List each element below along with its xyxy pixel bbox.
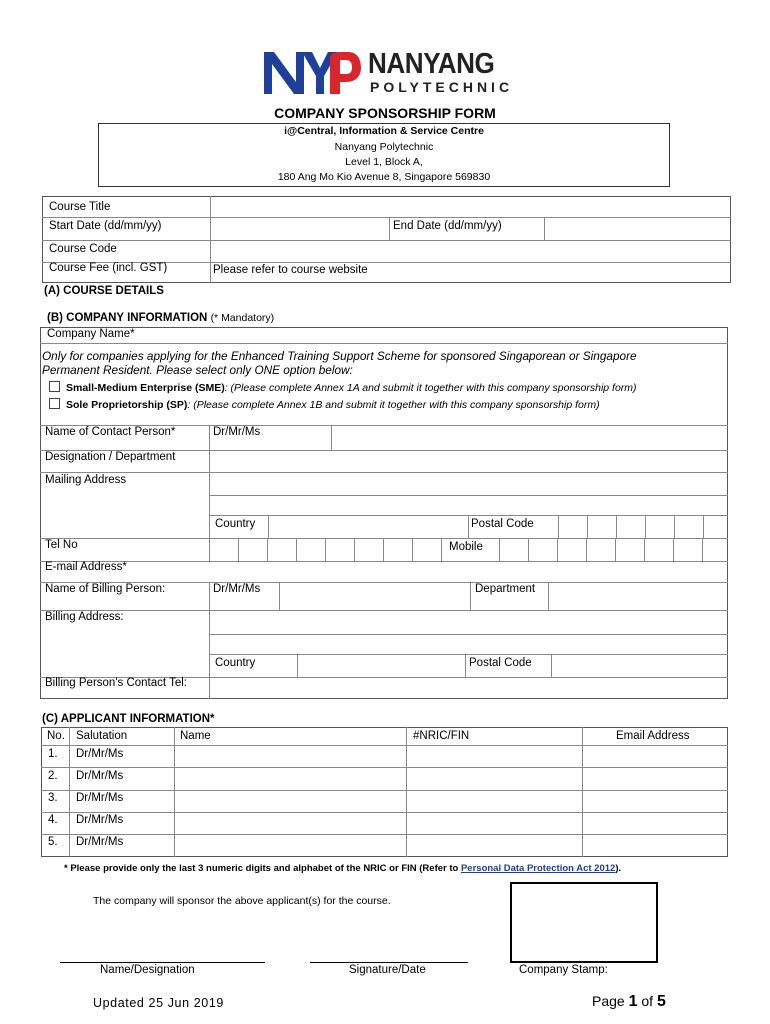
- row-1-salutation[interactable]: Dr/Mr/Ms: [76, 748, 124, 760]
- billing-person-label: Name of Billing Person:: [45, 583, 166, 595]
- section-b-label: (B) COMPANY INFORMATION: [47, 312, 208, 324]
- start-date-field[interactable]: [211, 218, 388, 239]
- billing-postal-label: Postal Code: [469, 657, 532, 669]
- footnote-text: * Please provide only the last 3 numeric digits and alphabet of the NRIC or FIN (Refer to: [64, 863, 461, 874]
- applicant-table: [41, 727, 728, 857]
- row-4-no: 4.: [48, 814, 58, 826]
- company-stamp-label: Company Stamp:: [519, 964, 608, 976]
- sme-checkbox[interactable]: [49, 381, 60, 392]
- course-fee-value: Please refer to course website: [213, 264, 368, 276]
- header-salutation: Salutation: [76, 730, 128, 742]
- scheme-note-line-2: Permanent Resident. Please select only ONE option below:: [42, 363, 353, 377]
- option-sp-desc: : (Please complete Annex 1B and submit it together with this company sponsorship form): [187, 399, 600, 411]
- designation-field[interactable]: [210, 451, 726, 471]
- email-field[interactable]: [210, 562, 726, 581]
- section-c-label: (C) APPLICANT INFORMATION*: [42, 713, 215, 725]
- nyp-logo: [262, 48, 522, 98]
- start-date-label: Start Date (dd/mm/yy): [49, 220, 162, 232]
- header-no: No.: [47, 730, 65, 742]
- row-3-salutation[interactable]: Dr/Mr/Ms: [76, 792, 124, 804]
- page-current: 1: [628, 993, 638, 1010]
- row-2-salutation[interactable]: Dr/Mr/Ms: [76, 770, 124, 782]
- mobile-label: Mobile: [449, 541, 483, 553]
- course-title-field[interactable]: [211, 197, 730, 216]
- section-b-header: [47, 312, 274, 324]
- page-number: [592, 993, 666, 1011]
- mailing-address-field[interactable]: [210, 473, 726, 514]
- contact-salutation[interactable]: Dr/Mr/Ms: [213, 426, 261, 438]
- billing-address-field[interactable]: [210, 611, 726, 653]
- page-prefix: Page: [592, 993, 625, 1009]
- billing-department-field[interactable]: [549, 583, 726, 609]
- address-box: [98, 123, 670, 187]
- pdpa-link[interactable]: Personal Data Protection Act 2012: [460, 863, 616, 874]
- course-title-label: Course Title: [49, 201, 111, 213]
- billing-name-field[interactable]: [280, 583, 469, 609]
- mailing-postal-label: Postal Code: [471, 518, 534, 530]
- signature-line: [310, 962, 468, 963]
- company-stamp-box[interactable]: [510, 882, 658, 963]
- page-of: of: [641, 993, 654, 1009]
- row-1-no: 1.: [48, 748, 58, 760]
- name-designation-label: Name/Designation: [100, 964, 195, 976]
- logo-name: NANYANG: [368, 48, 495, 80]
- end-date-label: End Date (dd/mm/yy): [393, 220, 502, 232]
- address-line-2: Nanyang Polytechnic: [334, 141, 434, 153]
- tel-label: Tel No: [45, 539, 78, 551]
- form-title: COMPANY SPONSORSHIP FORM: [274, 105, 496, 121]
- address-line-4: 180 Ang Mo Kio Avenue 8, Singapore 569830: [277, 171, 491, 183]
- section-a-label: (A) COURSE DETAILS: [44, 285, 164, 297]
- billing-address-label: Billing Address:: [45, 611, 124, 623]
- course-code-field[interactable]: [211, 241, 730, 261]
- contact-person-label: Name of Contact Person*: [45, 426, 176, 438]
- row-4-salutation[interactable]: Dr/Mr/Ms: [76, 814, 124, 826]
- course-code-label: Course Code: [49, 243, 117, 255]
- logo-subtitle: POLYTECHNIC: [370, 79, 514, 95]
- option-sme-title: Small-Medium Enterprise (SME): [66, 382, 225, 394]
- address-line-3: Level 1, Block A,: [345, 156, 423, 168]
- mailing-country-field[interactable]: [269, 516, 467, 537]
- row-3-no: 3.: [48, 792, 58, 804]
- billing-salutation[interactable]: Dr/Mr/Ms: [213, 583, 261, 595]
- billing-tel-label: Billing Person's Contact Tel:: [45, 677, 187, 689]
- signature-date-label: Signature/Date: [349, 964, 426, 976]
- scheme-note-line-1: Only for companies applying for the Enhanced Training Support Scheme for sponsored Singaporean or Singapore: [42, 349, 637, 363]
- sp-checkbox[interactable]: [49, 398, 60, 409]
- designation-label: Designation / Department: [45, 451, 176, 463]
- footnote-end: ).: [615, 863, 622, 874]
- contact-name-field[interactable]: [332, 426, 726, 449]
- header-nric: #NRIC/FIN: [413, 730, 470, 742]
- option-sme-desc: : (Please complete Annex 1A and submit it together with this company sponsorship form): [224, 382, 637, 394]
- billing-department-label: Department: [475, 583, 536, 595]
- page-total: 5: [656, 993, 666, 1010]
- billing-country-label: Country: [215, 657, 256, 669]
- company-name-label: Company Name*: [47, 328, 135, 340]
- option-sp-title: Sole Proprietorship (SP): [66, 399, 188, 411]
- option-sme[interactable]: [49, 381, 637, 394]
- billing-tel-field[interactable]: [210, 678, 726, 698]
- end-date-field[interactable]: [545, 218, 730, 239]
- nyp-logo-mark: [262, 48, 362, 96]
- name-designation-line: [60, 962, 265, 963]
- option-sp[interactable]: [49, 398, 600, 411]
- address-line-1: i@Central, Information & Service Centre: [284, 125, 484, 137]
- nric-footnote: [64, 863, 621, 874]
- billing-postal-field[interactable]: [552, 655, 726, 676]
- email-label: E-mail Address*: [45, 561, 127, 573]
- course-fee-label: Course Fee (incl. GST): [49, 262, 168, 274]
- mailing-address-label: Mailing Address: [45, 474, 127, 486]
- row-5-salutation[interactable]: Dr/Mr/Ms: [76, 836, 124, 848]
- updated-date: Updated 25 Jun 2019: [93, 996, 224, 1010]
- header-name: Name: [180, 730, 211, 742]
- header-email: Email Address: [616, 730, 690, 742]
- mailing-country-label: Country: [215, 518, 256, 530]
- company-name-field[interactable]: [160, 328, 726, 342]
- section-b-note: (* Mandatory): [210, 312, 275, 324]
- sponsor-statement: The company will sponsor the above applicant(s) for the course.: [93, 895, 391, 907]
- billing-country-field[interactable]: [298, 655, 464, 676]
- row-2-no: 2.: [48, 770, 58, 782]
- row-5-no: 5.: [48, 836, 58, 848]
